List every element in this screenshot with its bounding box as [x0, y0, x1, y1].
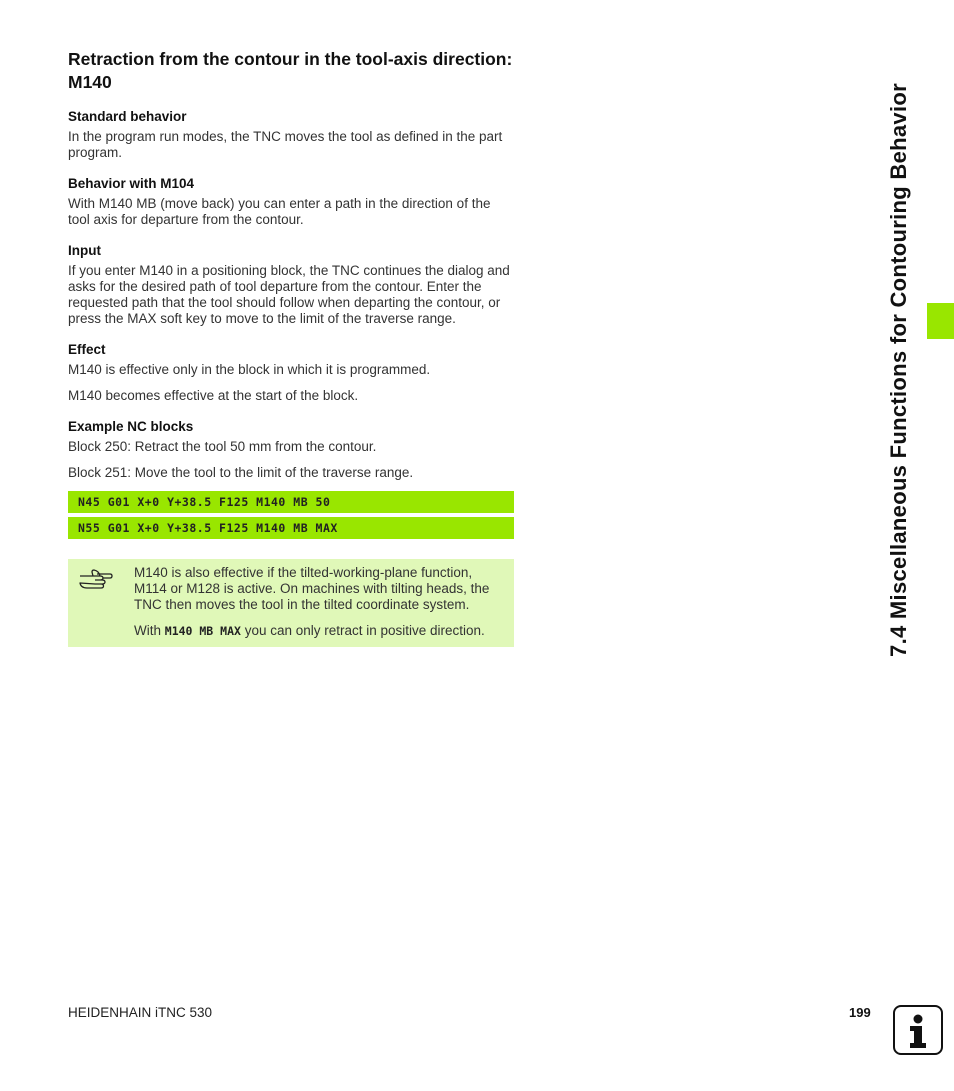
note-box — [68, 559, 514, 647]
nc-code-line-2: N55 G01 X+0 Y+38.5 F125 M140 MB MAX — [68, 517, 514, 539]
effect-heading: Effect — [68, 342, 106, 357]
chapter-side-title — [869, 45, 929, 695]
m104-behavior-text: With M140 MB (move back) you can enter a path in the direction of the tool axis for departure from the contour. — [68, 196, 491, 227]
pointing-hand-icon — [78, 567, 114, 591]
effect-text-2: M140 becomes effective at the start of the block. — [68, 388, 359, 403]
chapter-side-title-text: 7.4 Miscellaneous Functions for Contouring Behavior — [886, 83, 911, 657]
input-heading: Input — [68, 243, 101, 258]
chapter-tab-marker — [927, 303, 954, 339]
standard-behavior-heading: Standard behavior — [68, 109, 187, 124]
main-content — [68, 48, 514, 647]
nc-code-line-1: N45 G01 X+0 Y+38.5 F125 M140 MB 50 — [68, 491, 514, 513]
note-text-1: M140 is also effective if the tilted-working-plane function, M114 or M128 is active. On machines with tilting heads, the TNC then moves the tool in the tilted coordinate system. — [134, 565, 490, 612]
page-number: 199 — [849, 1005, 871, 1020]
footer-manual-name: HEIDENHAIN iTNC 530 — [68, 1005, 213, 1020]
nc-code-block — [68, 491, 514, 539]
input-text: If you enter M140 in a positioning block, the TNC continues the dialog and asks for the desired path of tool departure from the contour. Enter the requested path that the tool should follow when departing the contour, or press the MAX soft key to move to the limit of the traverse range. — [68, 263, 510, 326]
example-heading: Example NC blocks — [68, 419, 194, 434]
example-text-2: Block 251: Move the tool to the limit of the traverse range. — [68, 465, 414, 480]
note-text-2-suffix: you can only retract in positive direction. — [240, 623, 485, 638]
note-text-2-prefix: With — [134, 623, 165, 638]
m104-behavior-heading: Behavior with M104 — [68, 176, 195, 191]
standard-behavior-text: In the program run modes, the TNC moves the tool as defined in the part program. — [68, 129, 503, 160]
note-text-2 — [134, 623, 504, 639]
info-icon — [893, 1005, 943, 1055]
effect-text-1: M140 is effective only in the block in which it is programmed. — [68, 362, 431, 377]
example-text-1: Block 250: Retract the tool 50 mm from the contour. — [68, 439, 377, 454]
section-title: Retraction from the contour in the tool-axis direction: M140 — [68, 49, 513, 92]
note-code-m140-mb-max: M140 MB MAX — [164, 624, 241, 638]
